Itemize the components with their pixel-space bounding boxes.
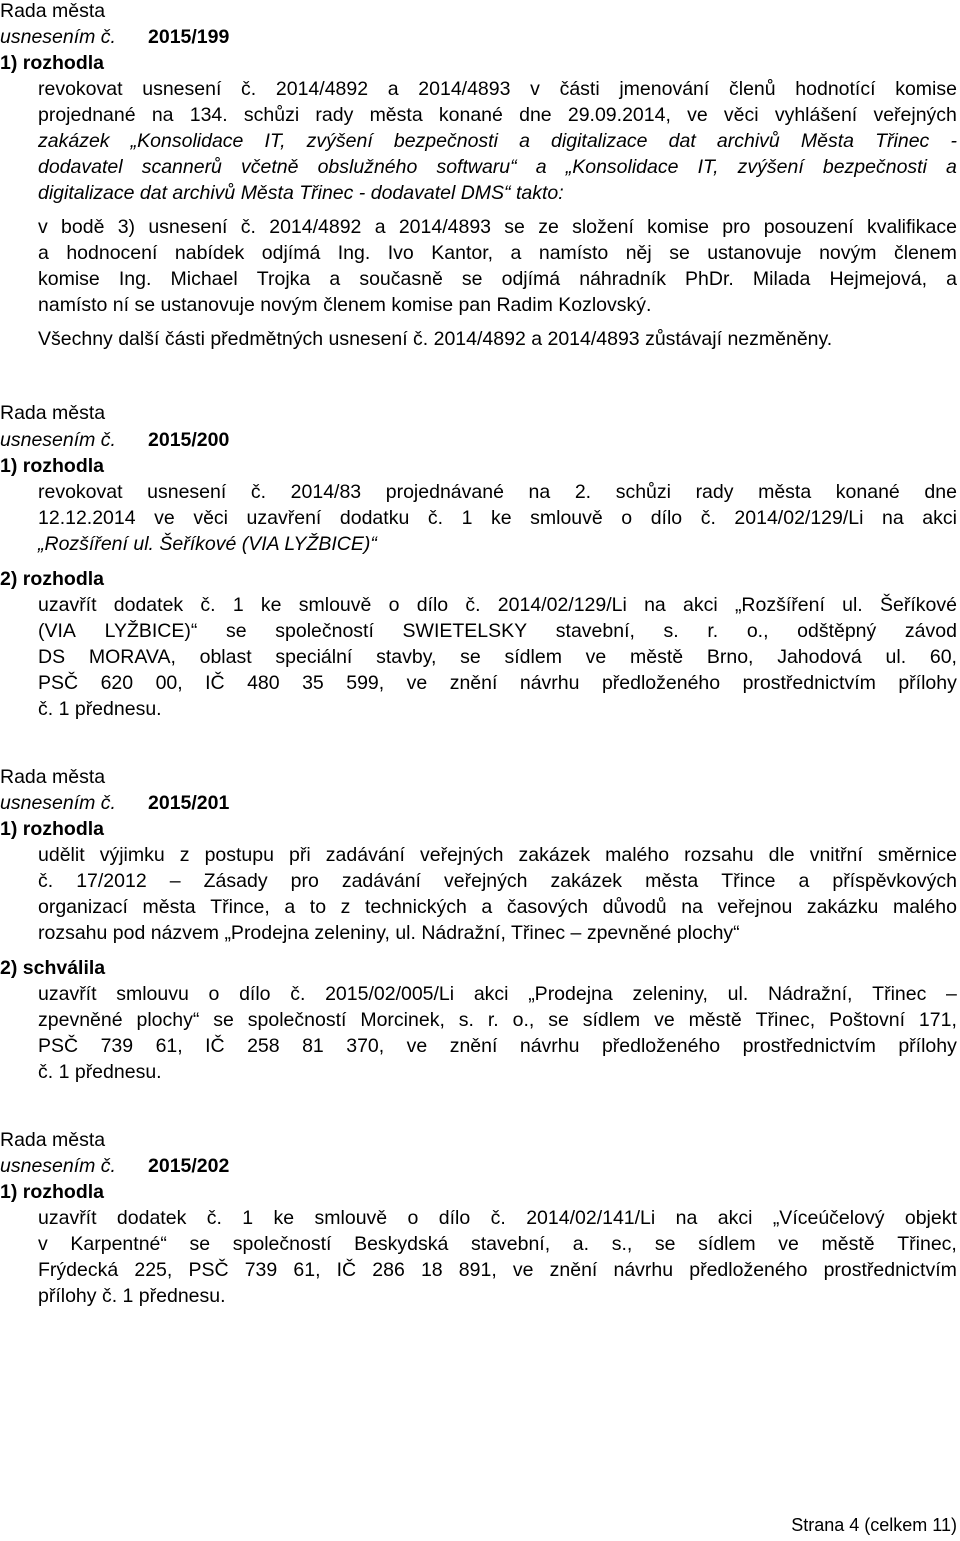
resolution-number: 2015/201 [148, 792, 230, 814]
council-heading: Rada města [0, 1129, 106, 1151]
paragraph-line: revokovat usnesení č. 2014/4892 a 2014/4893 v části jmenování členů hodnotící komise [38, 78, 957, 100]
paragraph-line: revokovat usnesení č. 2014/83 projednávané na 2. schůzi rady města konané dne [38, 481, 957, 503]
paragraph-line: Všechny další části předmětných usnesení č. 2014/4892 a 2014/4893 zůstávají nezměněny. [38, 328, 833, 350]
decision-head: 1) rozhodla [0, 1181, 105, 1203]
council-heading: Rada města [0, 766, 106, 788]
paragraph-line: digitalizace dat archivů Města Třinec - dodavatel DMS“ takto: [38, 182, 564, 204]
paragraph-line: projednané na 134. schůzi rady města konané dne 29.09.2014, ve věci vyhlášení veřejných [38, 104, 957, 126]
paragraph-line: v Karpentné“ se společností Beskydská stavební, a. s., se sídlem ve městě Třinec, [38, 1233, 957, 1255]
paragraph-line: č. 1 přednesu. [38, 1061, 162, 1083]
decision-head: 1) rozhodla [0, 818, 105, 840]
page-footer: Strana 4 (celkem 11) [791, 1515, 957, 1535]
resolution-label: usnesením č. [0, 1155, 116, 1177]
resolution-number: 2015/199 [148, 26, 230, 48]
paragraph-line: zpevněné plochy“ se společností Morcinek, s. r. o., se sídlem ve městě Třinec, Poštovní 171, [38, 1009, 957, 1031]
paragraph-line: komise Ing. Michael Trojka a současně se odjímá náhradník PhDr. Milada Hejmejová, a [38, 268, 957, 290]
paragraph-line: (VIA LYŽBICE)“ se společností SWIETELSKY stavební, s. r. o., odštěpný závod [38, 620, 957, 642]
paragraph-line: rozsahu pod názvem „Prodejna zeleniny, ul. Nádražní, Třinec – zpevněné plochy“ [38, 922, 740, 944]
decision-head: 2) schválila [0, 957, 106, 979]
paragraph-line: namísto ní se ustanovuje novým členem komise pan Radim Kozlovský. [38, 294, 652, 316]
paragraph-line: v bodě 3) usnesení č. 2014/4892 a 2014/4893 se ze složení komise pro posouzení kvalifikace [38, 216, 957, 238]
paragraph-line: 12.12.2014 ve věci uzavření dodatku č. 1 ke smlouvě o dílo č. 2014/02/129/Li na akci [38, 507, 957, 529]
paragraph-line: a hodnocení nabídek odjímá Ing. Ivo Kantor, a namísto něj se ustanovuje novým členem [38, 242, 957, 264]
paragraph-line: uzavřít dodatek č. 1 ke smlouvě o dílo č. 2014/02/129/Li na akci „Rozšíření ul. Šeříkové [38, 594, 957, 616]
paragraph-line: č. 17/2012 – Zásady pro zadávání veřejných zakázek města Třince a příspěvkových [38, 870, 957, 892]
paragraph-line: udělit výjimku z postupu při zadávání veřejných zakázek malého rozsahu dle vnitřní směrnice [38, 844, 957, 866]
resolution-number-line [0, 1153, 960, 1179]
resolution-number-line [0, 427, 960, 453]
decision-head: 1) rozhodla [0, 455, 105, 477]
resolution-label: usnesením č. [0, 429, 116, 451]
resolution-number: 2015/200 [148, 429, 230, 451]
resolution-number-line [0, 24, 960, 50]
paragraph-line: „Rozšíření ul. Šeříkové (VIA LYŽBICE)“ [38, 533, 377, 555]
resolution-number: 2015/202 [148, 1155, 230, 1177]
paragraph-line: PSČ 620 00, IČ 480 35 599, ve znění návrhu předloženého prostřednictvím přílohy [38, 672, 957, 694]
paragraph-line: Frýdecká 225, PSČ 739 61, IČ 286 18 891, ve znění návrhu předloženého prostřednictvím [38, 1259, 957, 1281]
resolution-label: usnesením č. [0, 26, 116, 48]
council-heading: Rada města [0, 402, 106, 424]
paragraph-line: uzavřít smlouvu o dílo č. 2015/02/005/Li akci „Prodejna zeleniny, ul. Nádražní, Třinec – [38, 983, 957, 1005]
paragraph-line: přílohy č. 1 přednesu. [38, 1285, 226, 1307]
paragraph-line: dodavatel scannerů včetně obslužného softwaru“ a „Konsolidace IT, zvýšení bezpečnosti a [38, 156, 957, 178]
resolution-number-line [0, 790, 960, 816]
paragraph-line: č. 1 přednesu. [38, 698, 162, 720]
council-heading: Rada města [0, 0, 106, 22]
paragraph-line: zakázek „Konsolidace IT, zvýšení bezpečnosti a digitalizace dat archivů Města Třinec - [38, 130, 957, 152]
paragraph-line: organizací města Třince, a to z technických a časových důvodů na veřejnou zakázku malého [38, 896, 957, 918]
paragraph-line: PSČ 739 61, IČ 258 81 370, ve znění návrhu předloženého prostřednictvím přílohy [38, 1035, 957, 1057]
resolution-label: usnesením č. [0, 792, 116, 814]
decision-head: 2) rozhodla [0, 568, 105, 590]
paragraph-line: DS MORAVA, oblast speciální stavby, se sídlem ve městě Brno, Jahodová ul. 60, [38, 646, 957, 668]
paragraph-line: uzavřít dodatek č. 1 ke smlouvě o dílo č. 2014/02/141/Li na akci „Víceúčelový objekt [38, 1207, 957, 1229]
decision-head: 1) rozhodla [0, 52, 105, 74]
